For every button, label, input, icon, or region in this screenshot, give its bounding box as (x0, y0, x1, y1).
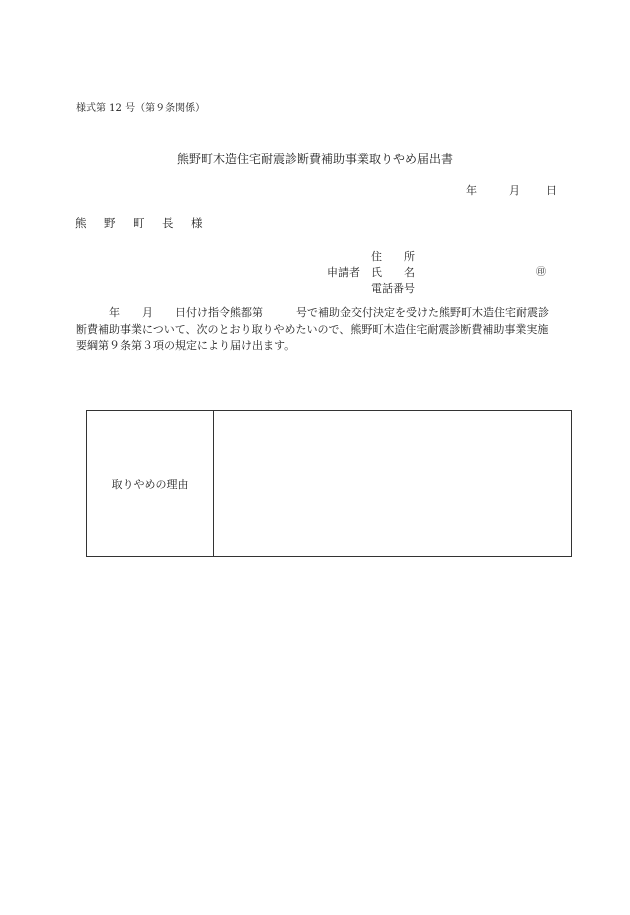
date-day-label: 日 (546, 184, 557, 197)
date-year-label: 年 (466, 184, 477, 197)
date-line (466, 182, 557, 198)
date-month-label: 月 (509, 184, 520, 197)
body-paragraph: 年 月 日付け指令熊都第 号で補助金交付決定を受けた熊野町木造住宅耐震診断費補助事業について、次のとおり取りやめたいので、熊野町木造住宅耐震診断費補助事業実施要綱第９条第３項の規定により届け出ます。 (76, 306, 549, 352)
document-title: 熊野町木造住宅耐震診断費補助事業取りやめ届出書 (176, 152, 453, 166)
applicant-name-label: 氏 名 (371, 266, 415, 279)
reason-table (86, 410, 572, 557)
form-number: 様式第 12 号（第９条関係） (76, 103, 206, 114)
applicant-address-label: 住 所 (371, 250, 415, 263)
applicant-phone-label: 電話番号 (371, 282, 415, 295)
recipient: 熊 野 町 長 様 (75, 216, 206, 230)
seal-mark: ㊞ (536, 267, 546, 278)
applicant-label: 申請者 (327, 266, 360, 279)
reason-label: 取りやめの理由 (87, 411, 214, 557)
reason-value-cell[interactable] (214, 411, 572, 557)
reason-row (87, 411, 572, 557)
